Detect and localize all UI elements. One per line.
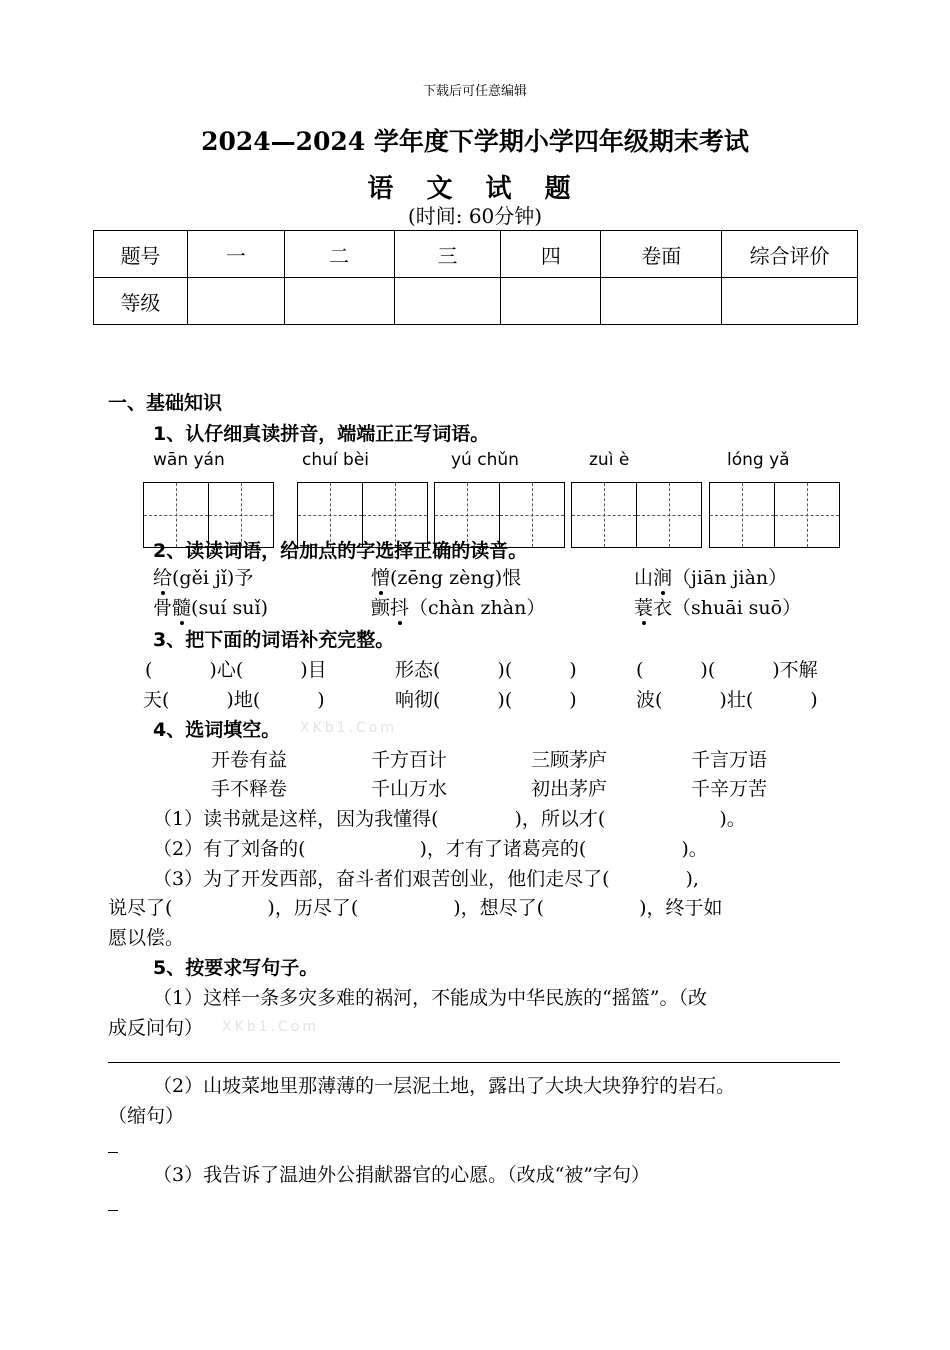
q5-sentence-2b: （缩句） (108, 1105, 185, 1127)
q2-item-3 (634, 563, 787, 590)
q4-title: 4、选词填空。 (153, 719, 281, 741)
q4-sentence-3a: （3）为了开发西部，奋斗者们艰苦创业，他们走尽了( ), (153, 868, 699, 890)
plain-char: 颤 (371, 597, 391, 619)
exam-time: (时间: 60分钟) (407, 204, 543, 228)
grade-table-row (94, 278, 858, 325)
pinyin-5: lóng yǎ (727, 450, 790, 470)
exam-subtitle: 语 文 试 题 (367, 174, 583, 204)
word-option: 千辛万苦 (691, 778, 768, 800)
answer-line[interactable] (108, 1062, 840, 1063)
q5-sentence-1a: （1）这样一条多灾多难的祸河，不能成为中华民族的“摇篮”。（改 (153, 987, 708, 1009)
q3-title: 3、把下面的词语补充完整。 (153, 629, 395, 651)
exam-title: 2024—2024 学年度下学期小学四年级期末考试 (201, 127, 749, 156)
table-cell: 四 (501, 231, 601, 278)
q5-sentence-2a: （2）山坡菜地里那薄薄的一层泥土地，露出了大块大块狰狞的岩石。 (153, 1075, 736, 1097)
word-option: 三顾茅庐 (531, 749, 608, 771)
word-option: 初出茅庐 (531, 778, 608, 800)
pinyin-4: zuì è (589, 450, 630, 470)
q2-item-4 (153, 593, 268, 620)
q3-blank: 波( )壮( ) (636, 689, 818, 711)
grade-input-cell[interactable] (394, 278, 501, 325)
q2-reading: （jiān jiàn） (672, 567, 788, 589)
table-cell: 等级 (94, 278, 188, 325)
writing-cell[interactable] (774, 482, 840, 548)
pinyin-3: yú chǔn (451, 450, 519, 470)
answer-line[interactable] (108, 1210, 118, 1211)
q2-reading: (suí suǐ) (191, 597, 269, 619)
q2-title: 2、读读词语，给加点的字选择正确的读音。 (153, 540, 528, 562)
q4-sentence-3c: 愿以偿。 (108, 927, 185, 949)
word-option: 千言万语 (691, 749, 768, 771)
q2-reading: 衣（shuāi suō） (653, 597, 802, 619)
q2-item-1 (153, 563, 253, 590)
word-option: 手不释卷 (211, 778, 288, 800)
grade-input-cell[interactable] (601, 278, 722, 325)
table-cell: 卷面 (601, 231, 722, 278)
grade-table-header-row (94, 231, 858, 278)
word-option: 千方百计 (371, 749, 448, 771)
grade-input-cell[interactable] (187, 278, 284, 325)
dotted-char: 蓑 (634, 593, 653, 620)
table-cell: 题号 (94, 231, 188, 278)
q5-sentence-1b: 成反问句） (108, 1017, 204, 1039)
grade-table (93, 230, 858, 325)
grade-input-cell[interactable] (501, 278, 601, 325)
download-note: 下载后可任意编辑 (422, 84, 527, 99)
q4-sentence-3b: 说尽了( )，历尽了( )，想尽了( )，终于如 (108, 897, 723, 919)
word-option: 开卷有益 (211, 749, 288, 771)
q3-blank: ( )( )不解 (636, 659, 818, 681)
writing-grid-5[interactable] (709, 482, 839, 548)
q2-item-2 (371, 563, 521, 590)
dotted-char: 涧 (653, 563, 672, 590)
writing-grid-4[interactable] (571, 482, 701, 548)
pinyin-1: wān yán (153, 450, 225, 470)
q2-reading: (zēng zèng)恨 (390, 567, 522, 589)
writing-cell[interactable] (709, 482, 775, 548)
q4-sentence-1: （1）读书就是这样，因为我懂得( )，所以才( )。 (153, 808, 746, 830)
section-heading: 一、基础知识 (108, 392, 223, 414)
pinyin-2: chuí bèi (302, 450, 369, 470)
table-cell: 一 (187, 231, 284, 278)
writing-cell[interactable] (571, 482, 637, 548)
watermark: XKb1.Com (300, 720, 397, 736)
grade-input-cell[interactable] (284, 278, 394, 325)
q3-blank: ( )心( )目 (145, 659, 327, 681)
table-cell: 综合评价 (722, 231, 858, 278)
plain-char: 山 (634, 567, 654, 589)
table-cell: 二 (284, 231, 394, 278)
q2-reading: (gěi jǐ)予 (172, 567, 254, 589)
q2-item-5 (371, 593, 545, 620)
q5-sentence-3: （3）我告诉了温迪外公捐献器官的心愿。（改成“被”字句） (153, 1164, 651, 1186)
q4-sentence-2: （2）有了刘备的( )，才有了诸葛亮的( )。 (153, 838, 708, 860)
q2-item-6 (634, 593, 801, 620)
dotted-char: 抖 (390, 593, 409, 620)
dotted-char: 给 (153, 563, 172, 590)
grade-input-cell[interactable] (722, 278, 858, 325)
watermark: XKb1.Com (222, 1019, 319, 1035)
plain-char: 骨 (153, 597, 173, 619)
dotted-char: 髓 (172, 593, 191, 620)
q3-blank: 响彻( )( ) (395, 689, 577, 711)
word-option: 千山万水 (371, 778, 448, 800)
q3-blank: 形态( )( ) (395, 659, 577, 681)
writing-cell[interactable] (636, 482, 702, 548)
answer-line[interactable] (108, 1152, 118, 1153)
q2-reading: （chàn zhàn） (409, 597, 546, 619)
table-cell: 三 (394, 231, 501, 278)
q1-title: 1、认仔细真读拼音，端端正正写词语。 (153, 423, 490, 445)
q3-blank: 天( )地( ) (143, 689, 325, 711)
dotted-char: 憎 (371, 563, 390, 590)
q5-title: 5、按要求写句子。 (153, 957, 319, 979)
